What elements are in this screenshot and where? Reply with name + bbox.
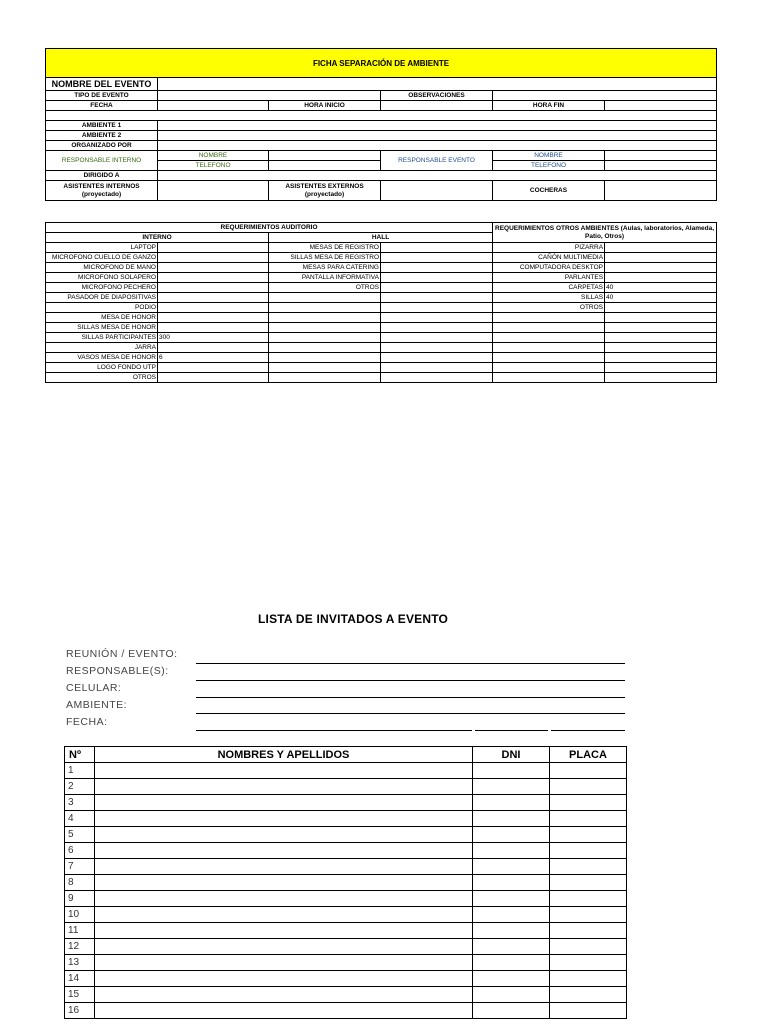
req-hall-label xyxy=(269,303,381,313)
guest-name-cell[interactable] xyxy=(95,939,473,955)
guest-name-cell[interactable] xyxy=(95,875,473,891)
table-row xyxy=(65,779,627,795)
resp-interno-telefono-label: TELEFONO xyxy=(158,161,269,171)
req-hall-value[interactable] xyxy=(381,273,493,283)
guest-name-cell[interactable] xyxy=(95,971,473,987)
responsable-interno-label: RESPONSABLE INTERNO xyxy=(46,151,158,171)
guest-dni-cell[interactable] xyxy=(473,955,550,971)
req-otros-label: OTROS xyxy=(493,303,605,313)
req-hall-label xyxy=(269,293,381,303)
guest-placa-cell[interactable] xyxy=(550,827,627,843)
organizado-por-label: ORGANIZADO POR xyxy=(46,141,158,151)
observaciones-cell[interactable] xyxy=(493,91,717,101)
req-row xyxy=(46,303,717,313)
req-row xyxy=(46,283,717,293)
req-interno-label: SILLAS MESA DE HONOR xyxy=(46,323,158,333)
req-otros-label: CARPETAS xyxy=(493,283,605,293)
ficha-separacion-table xyxy=(45,48,717,201)
guest-name-cell[interactable] xyxy=(95,1003,473,1019)
guest-name-cell[interactable] xyxy=(95,843,473,859)
req-otros-value[interactable] xyxy=(605,353,717,363)
req-otros-value[interactable] xyxy=(605,343,717,353)
req-otros-value[interactable] xyxy=(605,273,717,283)
guest-placa-cell[interactable] xyxy=(550,795,627,811)
tipo-evento-cell[interactable] xyxy=(158,91,381,101)
row-number: 9 xyxy=(65,891,95,907)
field-label-responsables: RESPONSABLE(S): xyxy=(66,665,169,677)
req-otros-value[interactable] xyxy=(605,373,717,383)
req-interno-value[interactable] xyxy=(158,243,269,253)
table-row xyxy=(65,955,627,971)
interno-label: INTERNO xyxy=(46,233,269,243)
cocheras-cell[interactable] xyxy=(605,181,717,201)
row-number: 1 xyxy=(65,763,95,779)
hall-label: HALL xyxy=(269,233,493,243)
req-otros-label xyxy=(493,343,605,353)
req-interno-value[interactable] xyxy=(158,253,269,263)
resp-evento-nombre-label: NOMBRE xyxy=(493,151,605,161)
guest-dni-cell[interactable] xyxy=(473,875,550,891)
row-number: 11 xyxy=(65,923,95,939)
req-interno-value[interactable] xyxy=(158,283,269,293)
req-hall-label: OTROS xyxy=(269,283,381,293)
req-interno-value[interactable] xyxy=(158,343,269,353)
guest-name-cell[interactable] xyxy=(95,827,473,843)
row-number: 14 xyxy=(65,971,95,987)
dirigido-a-label: DIRIGIDO A xyxy=(46,171,158,181)
hora-fin-label: HORA FIN xyxy=(493,101,605,111)
req-hall-label: MESAS DE REGISTRO xyxy=(269,243,381,253)
field-line-fecha[interactable] xyxy=(196,730,472,731)
req-interno-value[interactable]: 6 xyxy=(158,353,269,363)
table-row xyxy=(65,891,627,907)
ambiente2-label: AMBIENTE 2 xyxy=(46,131,158,141)
guest-dni-cell[interactable] xyxy=(473,907,550,923)
req-interno-label: PASADOR DE DIAPOSITIVAS xyxy=(46,293,158,303)
req-hall-label xyxy=(269,363,381,373)
req-hall-value[interactable] xyxy=(381,293,493,303)
req-hall-value[interactable] xyxy=(381,353,493,363)
field-label-ambiente: AMBIENTE: xyxy=(66,699,128,711)
req-hall-value[interactable] xyxy=(381,373,493,383)
req-row xyxy=(46,253,717,263)
req-otros-value[interactable] xyxy=(605,263,717,273)
req-hall-label xyxy=(269,313,381,323)
guest-dni-cell[interactable] xyxy=(473,811,550,827)
hora-fin-cell[interactable] xyxy=(605,101,717,111)
guest-dni-cell[interactable] xyxy=(473,779,550,795)
observaciones-label: OBSERVACIONES xyxy=(381,91,493,101)
req-otros-label xyxy=(493,323,605,333)
req-otros-label xyxy=(493,313,605,323)
col-header-nro: Nº xyxy=(65,747,95,763)
asistentes-internos-cell[interactable] xyxy=(158,181,269,201)
lista-invitados xyxy=(0,600,768,1024)
table-row xyxy=(65,923,627,939)
guest-dni-cell[interactable] xyxy=(473,859,550,875)
row-number: 12 xyxy=(65,939,95,955)
guest-dni-cell[interactable] xyxy=(473,843,550,859)
guest-placa-cell[interactable] xyxy=(550,907,627,923)
req-otros-value[interactable] xyxy=(605,253,717,263)
guest-dni-cell[interactable] xyxy=(473,1003,550,1019)
col-header-placa: PLACA xyxy=(550,747,627,763)
req-interno-value[interactable] xyxy=(158,303,269,313)
req-otros-value[interactable]: 40 xyxy=(605,293,717,303)
requerimientos-table xyxy=(45,222,717,383)
req-row xyxy=(46,323,717,333)
asistentes-externos-label: ASISTENTES EXTERNOS (proyectado) xyxy=(269,181,381,201)
req-interno-label: MICROFONO CUELLO DE GANZO xyxy=(46,253,158,263)
ficha-title: FICHA SEPARACIÓN DE AMBIENTE xyxy=(46,49,717,78)
req-hall-label xyxy=(269,373,381,383)
req-otros-value[interactable] xyxy=(605,243,717,253)
guest-name-cell[interactable] xyxy=(95,923,473,939)
row-number: 15 xyxy=(65,987,95,1003)
field-line-evento[interactable] xyxy=(196,663,625,664)
guest-placa-cell[interactable] xyxy=(550,987,627,1003)
nombre-evento-cell[interactable] xyxy=(158,78,717,91)
req-hall-label xyxy=(269,333,381,343)
asistentes-internos-label: ASISTENTES INTERNOS (proyectado) xyxy=(46,181,158,201)
fecha-cell[interactable] xyxy=(158,101,269,111)
guest-dni-cell[interactable] xyxy=(473,987,550,1003)
resp-evento-telefono-cell[interactable] xyxy=(605,161,717,171)
req-hall-value[interactable] xyxy=(381,283,493,293)
guest-name-cell[interactable] xyxy=(95,891,473,907)
tipo-evento-label: TIPO DE EVENTO xyxy=(46,91,158,101)
guest-dni-cell[interactable] xyxy=(473,971,550,987)
guest-placa-cell[interactable] xyxy=(550,763,627,779)
req-hall-value[interactable] xyxy=(381,313,493,323)
req-interno-value[interactable] xyxy=(158,273,269,283)
guest-placa-cell[interactable] xyxy=(550,923,627,939)
req-hall-label xyxy=(269,353,381,363)
req-row xyxy=(46,333,717,343)
resp-evento-nombre-cell[interactable] xyxy=(605,151,717,161)
guest-table xyxy=(64,746,627,1019)
req-auditorio-title: REQUERIMIENTOS AUDITORIO xyxy=(46,223,493,233)
guest-name-cell[interactable] xyxy=(95,763,473,779)
req-interno-label: LAPTOP xyxy=(46,243,158,253)
req-row xyxy=(46,353,717,363)
req-interno-value[interactable] xyxy=(158,313,269,323)
req-hall-value[interactable] xyxy=(381,303,493,313)
cocheras-label: COCHERAS xyxy=(493,181,605,201)
req-otros-label xyxy=(493,333,605,343)
guest-placa-cell[interactable] xyxy=(550,859,627,875)
field-line-fecha-3[interactable] xyxy=(551,730,625,731)
req-hall-value[interactable] xyxy=(381,263,493,273)
field-line-celular[interactable] xyxy=(196,697,625,698)
req-row xyxy=(46,363,717,373)
req-interno-label: MESA DE HONOR xyxy=(46,313,158,323)
hora-inicio-label: HORA INICIO xyxy=(269,101,381,111)
hora-inicio-cell[interactable] xyxy=(381,101,493,111)
row-number: 8 xyxy=(65,875,95,891)
fecha-label: FECHA xyxy=(46,101,158,111)
req-row xyxy=(46,343,717,353)
req-interno-label: VASOS MESA DE HONOR xyxy=(46,353,158,363)
req-otros-title: REQUERIMIENTOS OTROS AMBIENTES (Aulas, laboratorios, Alameda, Patio, Otros) xyxy=(493,223,717,243)
req-interno-label: JARRA xyxy=(46,343,158,353)
req-otros-label: PARLANTES xyxy=(493,273,605,283)
table-row xyxy=(65,1003,627,1019)
req-hall-label xyxy=(269,323,381,333)
guest-placa-cell[interactable] xyxy=(550,955,627,971)
row-number: 13 xyxy=(65,955,95,971)
req-interno-value[interactable] xyxy=(158,323,269,333)
field-line-responsables[interactable] xyxy=(196,680,625,681)
req-interno-label: MICROFONO SOLAPERO xyxy=(46,273,158,283)
table-row xyxy=(65,811,627,827)
req-otros-value[interactable]: 40 xyxy=(605,283,717,293)
req-interno-value[interactable] xyxy=(158,263,269,273)
field-label-evento: REUNIÓN / EVENTO: xyxy=(66,648,178,660)
req-otros-label xyxy=(493,353,605,363)
dirigido-a-cell[interactable] xyxy=(158,171,717,181)
table-row xyxy=(65,971,627,987)
guest-name-cell[interactable] xyxy=(95,907,473,923)
lista-title: LISTA DE INVITADOS A EVENTO xyxy=(258,612,449,626)
table-row xyxy=(65,875,627,891)
row-number: 2 xyxy=(65,779,95,795)
row-number: 16 xyxy=(65,1003,95,1019)
table-row xyxy=(65,939,627,955)
field-label-celular: CELULAR: xyxy=(66,682,122,694)
guest-placa-cell[interactable] xyxy=(550,779,627,795)
guest-placa-cell[interactable] xyxy=(550,811,627,827)
req-otros-label: COMPUTADORA DESKTOP xyxy=(493,263,605,273)
req-otros-value[interactable] xyxy=(605,333,717,343)
req-hall-value[interactable] xyxy=(381,333,493,343)
table-row xyxy=(65,827,627,843)
row-number: 10 xyxy=(65,907,95,923)
guest-dni-cell[interactable] xyxy=(473,891,550,907)
req-hall-value[interactable] xyxy=(381,363,493,373)
guest-dni-cell[interactable] xyxy=(473,763,550,779)
guest-dni-cell[interactable] xyxy=(473,939,550,955)
row-number: 3 xyxy=(65,795,95,811)
req-interno-label: MICROFONO PECHERO xyxy=(46,283,158,293)
req-hall-label: SILLAS MESA DE REGISTRO xyxy=(269,253,381,263)
req-hall-value[interactable] xyxy=(381,323,493,333)
guest-dni-cell[interactable] xyxy=(473,827,550,843)
req-otros-label: CAÑÓN MULTIMEDIA xyxy=(493,253,605,263)
field-label-fecha: FECHA: xyxy=(66,716,108,728)
resp-interno-nombre-cell[interactable] xyxy=(269,151,381,161)
guest-name-cell[interactable] xyxy=(95,795,473,811)
req-hall-value[interactable] xyxy=(381,343,493,353)
guest-placa-cell[interactable] xyxy=(550,875,627,891)
guest-placa-cell[interactable] xyxy=(550,843,627,859)
req-interno-value[interactable]: 300 xyxy=(158,333,269,343)
req-interno-label: OTROS xyxy=(46,373,158,383)
row-number: 7 xyxy=(65,859,95,875)
req-interno-value[interactable] xyxy=(158,363,269,373)
req-hall-label: PANTALLA INFORMATIVA xyxy=(269,273,381,283)
req-row xyxy=(46,313,717,323)
row-number: 6 xyxy=(65,843,95,859)
guest-dni-cell[interactable] xyxy=(473,923,550,939)
req-row xyxy=(46,293,717,303)
req-row xyxy=(46,263,717,273)
req-otros-label: PIZARRA xyxy=(493,243,605,253)
req-hall-label: MESAS PARA CATERING xyxy=(269,263,381,273)
guest-name-cell[interactable] xyxy=(95,955,473,971)
table-row xyxy=(65,763,627,779)
ambiente1-label: AMBIENTE 1 xyxy=(46,121,158,131)
ambiente1-cell[interactable] xyxy=(158,121,717,131)
req-interno-label: SILLAS PARTICIPANTES xyxy=(46,333,158,343)
col-header-dni: DNI xyxy=(473,747,550,763)
table-row xyxy=(65,859,627,875)
guest-placa-cell[interactable] xyxy=(550,939,627,955)
req-hall-label xyxy=(269,343,381,353)
responsable-evento-label: RESPONSABLE EVENTO xyxy=(381,151,493,171)
field-line-fecha-2[interactable] xyxy=(475,730,548,731)
req-interno-value[interactable] xyxy=(158,293,269,303)
req-otros-label xyxy=(493,373,605,383)
req-otros-value[interactable] xyxy=(605,323,717,333)
field-line-ambiente[interactable] xyxy=(196,713,625,714)
req-row xyxy=(46,243,717,253)
req-interno-label: PODIO xyxy=(46,303,158,313)
req-row xyxy=(46,273,717,283)
resp-interno-telefono-cell[interactable] xyxy=(269,161,381,171)
guest-placa-cell[interactable] xyxy=(550,971,627,987)
organizado-por-cell[interactable] xyxy=(158,141,717,151)
table-row xyxy=(65,907,627,923)
req-otros-value[interactable] xyxy=(605,313,717,323)
guest-placa-cell[interactable] xyxy=(550,1003,627,1019)
row-number: 4 xyxy=(65,811,95,827)
guest-placa-cell[interactable] xyxy=(550,891,627,907)
spacer-row xyxy=(46,111,717,121)
resp-evento-telefono-label: TELEFONO xyxy=(493,161,605,171)
req-otros-value[interactable] xyxy=(605,363,717,373)
req-otros-label xyxy=(493,363,605,373)
guest-name-cell[interactable] xyxy=(95,779,473,795)
req-row xyxy=(46,373,717,383)
asistentes-externos-cell[interactable] xyxy=(381,181,493,201)
ambiente2-cell[interactable] xyxy=(158,131,717,141)
resp-interno-nombre-label: NOMBRE xyxy=(158,151,269,161)
req-otros-value[interactable] xyxy=(605,303,717,313)
nombre-evento-label: NOMBRE DEL EVENTO xyxy=(46,78,158,91)
guest-name-cell[interactable] xyxy=(95,811,473,827)
req-hall-value[interactable] xyxy=(381,243,493,253)
req-interno-label: MICROFONO DE MANO xyxy=(46,263,158,273)
req-hall-value[interactable] xyxy=(381,253,493,263)
req-interno-label: LOGO FONDO UTP xyxy=(46,363,158,373)
guest-dni-cell[interactable] xyxy=(473,795,550,811)
row-number: 5 xyxy=(65,827,95,843)
table-row xyxy=(65,843,627,859)
table-row xyxy=(65,795,627,811)
col-header-nombres: NOMBRES Y APELLIDOS xyxy=(95,747,473,763)
guest-name-cell[interactable] xyxy=(95,859,473,875)
req-interno-value[interactable] xyxy=(158,373,269,383)
guest-name-cell[interactable] xyxy=(95,987,473,1003)
table-row xyxy=(65,987,627,1003)
req-otros-label: SILLAS xyxy=(493,293,605,303)
